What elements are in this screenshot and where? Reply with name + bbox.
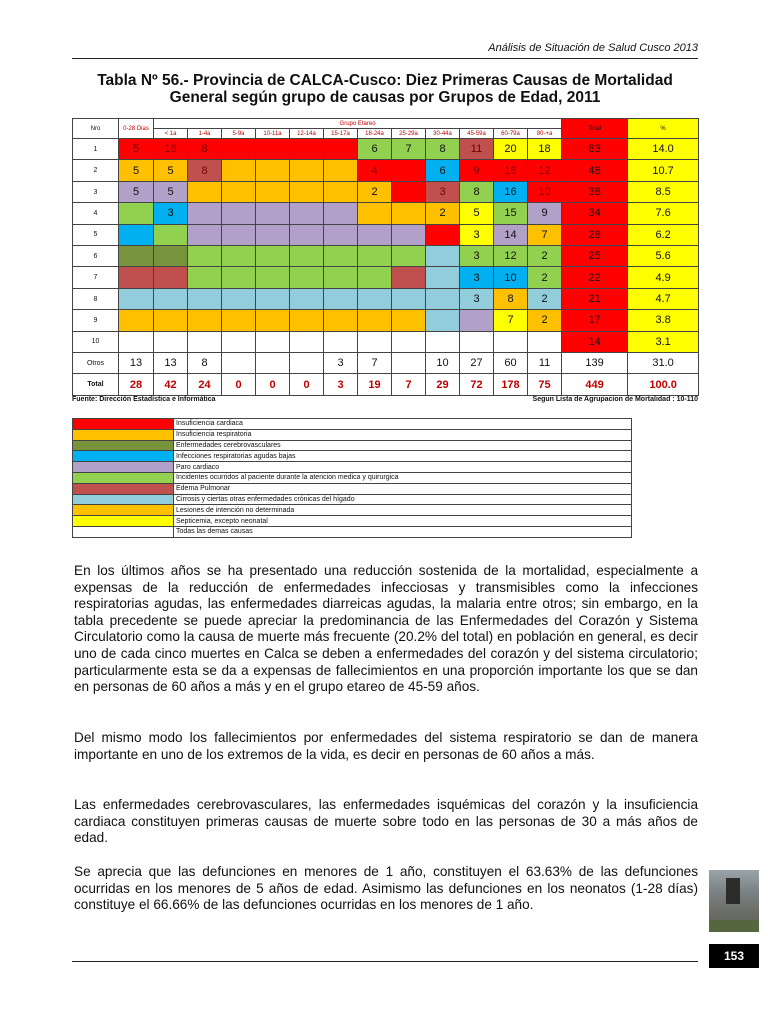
total-cell: 0 bbox=[222, 374, 256, 396]
rank-cell bbox=[290, 181, 324, 202]
rank-cell bbox=[222, 267, 256, 288]
row-total: 83 bbox=[562, 139, 628, 160]
rank-cell bbox=[256, 160, 290, 181]
row-number: 3 bbox=[73, 181, 119, 202]
table-row bbox=[73, 310, 699, 331]
otros-cell bbox=[222, 353, 256, 374]
legend-item bbox=[73, 472, 632, 483]
legend-swatch bbox=[73, 505, 174, 516]
legend-item bbox=[73, 429, 632, 440]
row-pct: 10.7 bbox=[628, 160, 699, 181]
row-number: 4 bbox=[73, 203, 119, 224]
total-cell: 75 bbox=[528, 374, 562, 396]
rank-cell: 2 bbox=[528, 310, 562, 331]
row-total: 14 bbox=[562, 331, 628, 352]
row-number: 1 bbox=[73, 139, 119, 160]
header-age-4: 12-14a bbox=[290, 129, 324, 139]
table-row-otros bbox=[73, 353, 699, 374]
rank-cell bbox=[154, 246, 188, 267]
grand-pct: 100.0 bbox=[628, 374, 699, 396]
rank-cell bbox=[426, 267, 460, 288]
legend-swatch bbox=[73, 516, 174, 527]
rank-cell bbox=[426, 331, 460, 352]
legend-label: Todas las demas causas bbox=[174, 526, 632, 537]
otros-cell bbox=[392, 353, 426, 374]
table-row-total bbox=[73, 374, 699, 396]
rank-cell: 14 bbox=[494, 224, 528, 245]
rank-cell bbox=[188, 181, 222, 202]
rank-cell bbox=[256, 310, 290, 331]
rank-cell bbox=[256, 181, 290, 202]
rank-cell bbox=[154, 267, 188, 288]
otros-cell: 13 bbox=[119, 353, 154, 374]
rank-cell bbox=[324, 331, 358, 352]
rank-cell: 2 bbox=[358, 181, 392, 202]
rank-cell bbox=[188, 288, 222, 309]
rank-cell bbox=[290, 288, 324, 309]
legend-label: Insuficiencia cardiaca bbox=[174, 419, 632, 430]
rank-cell bbox=[256, 139, 290, 160]
rank-cell bbox=[460, 310, 494, 331]
legend-swatch bbox=[73, 419, 174, 430]
rank-cell bbox=[528, 331, 562, 352]
row-total: 17 bbox=[562, 310, 628, 331]
rank-cell bbox=[188, 246, 222, 267]
rank-cell bbox=[188, 224, 222, 245]
rank-cell bbox=[392, 267, 426, 288]
legend-swatch bbox=[73, 494, 174, 505]
inca-stonework-image bbox=[709, 870, 759, 932]
table-row bbox=[73, 181, 699, 202]
rank-cell: 2 bbox=[528, 288, 562, 309]
rank-cell bbox=[256, 203, 290, 224]
paragraph-1: En los últimos años se ha presentado una reducción sostenida de la mortalidad, especialmente a expensas de la reducción de enfermedades infecciosas y transmisibles como la infecciones respiratorias agudas, las enfermedades diarreicas agudas, la malaria entre otros; sin embargo, en la tabla precedente se puede apreciar la predominancia de las Enfermedades del Corazón y Sistema Circulatorio como la causa de muerte más frecuente (20.2% del total) en población en general, es decir uno de cada cinco muertes en Calca se deben a enfermedades del corazón y del sistema circulatorio; particularmente esta se da a expensas de fallecimientos en una proporción importante los que se dan en personas de 60 años a más y en el grupo etareo de 45-59 años. bbox=[74, 563, 698, 695]
legend-item bbox=[73, 462, 632, 473]
otros-pct: 31.0 bbox=[628, 353, 699, 374]
rank-cell bbox=[358, 288, 392, 309]
table-title-line1: Tabla Nº 56.- Provincia de CALCA-Cusco: Diez Primeras Causas de Mortalidad bbox=[97, 72, 673, 89]
rank-cell: 5 bbox=[119, 181, 154, 202]
rank-cell: 4 bbox=[358, 160, 392, 181]
header-age-11: 80-+a bbox=[528, 129, 562, 139]
rank-cell bbox=[358, 267, 392, 288]
rank-cell bbox=[222, 181, 256, 202]
rank-cell: 3 bbox=[154, 203, 188, 224]
header-age-2: 5-9a bbox=[222, 129, 256, 139]
header-age-6: 18-24a bbox=[358, 129, 392, 139]
rank-cell bbox=[154, 224, 188, 245]
rank-cell bbox=[222, 246, 256, 267]
legend-item bbox=[73, 505, 632, 516]
header-age-10: 60-79a bbox=[494, 129, 528, 139]
row-pct: 7.6 bbox=[628, 203, 699, 224]
header-age-0: < 1a bbox=[154, 129, 188, 139]
rank-cell: 12 bbox=[528, 160, 562, 181]
rank-cell bbox=[392, 331, 426, 352]
rank-cell: 7 bbox=[392, 139, 426, 160]
rank-cell bbox=[188, 310, 222, 331]
grand-total: 449 bbox=[562, 374, 628, 396]
rank-cell bbox=[256, 331, 290, 352]
rank-cell bbox=[154, 288, 188, 309]
legend-label: Lesiones de intención no determinada bbox=[174, 505, 632, 516]
row-pct: 8.5 bbox=[628, 181, 699, 202]
row-number: 10 bbox=[73, 331, 119, 352]
rank-cell bbox=[256, 288, 290, 309]
otros-cell: 3 bbox=[324, 353, 358, 374]
rank-cell bbox=[426, 246, 460, 267]
rank-cell bbox=[119, 203, 154, 224]
rank-cell: 16 bbox=[494, 160, 528, 181]
header-age-3: 10-11a bbox=[256, 129, 290, 139]
rank-cell bbox=[154, 331, 188, 352]
rank-cell: 6 bbox=[426, 160, 460, 181]
cause-legend bbox=[72, 418, 632, 538]
total-cell: 42 bbox=[154, 374, 188, 396]
rank-cell: 16 bbox=[154, 139, 188, 160]
legend-item bbox=[73, 419, 632, 430]
legend-swatch bbox=[73, 451, 174, 462]
rank-cell: 3 bbox=[460, 267, 494, 288]
rank-cell bbox=[426, 310, 460, 331]
row-number: 7 bbox=[73, 267, 119, 288]
rank-cell bbox=[256, 267, 290, 288]
rank-cell: 8 bbox=[460, 181, 494, 202]
rank-cell bbox=[290, 246, 324, 267]
rank-cell bbox=[324, 160, 358, 181]
legend-swatch bbox=[73, 483, 174, 494]
legend-label: Incidentes ocurridos al paciente durante la atencion medica y quirurgica bbox=[174, 472, 632, 483]
rank-cell: 6 bbox=[358, 139, 392, 160]
table-row bbox=[73, 160, 699, 181]
rank-cell bbox=[392, 310, 426, 331]
grouping-note: Segun Lista de Agrupacion de Mortalidad : 10-110 bbox=[532, 396, 698, 403]
rank-cell: 3 bbox=[426, 181, 460, 202]
table-row bbox=[73, 224, 699, 245]
row-pct: 4.9 bbox=[628, 267, 699, 288]
rank-cell: 11 bbox=[460, 139, 494, 160]
rank-cell: 16 bbox=[494, 181, 528, 202]
legend-label: Enfermedades cerebrovasculares bbox=[174, 440, 632, 451]
rank-cell bbox=[119, 246, 154, 267]
rank-cell bbox=[222, 288, 256, 309]
rank-cell bbox=[222, 139, 256, 160]
rank-cell: 7 bbox=[494, 310, 528, 331]
legend-label: Paro cardiaco bbox=[174, 462, 632, 473]
header-age-5: 15-17a bbox=[324, 129, 358, 139]
legend-item bbox=[73, 494, 632, 505]
mortality-table bbox=[72, 118, 699, 396]
total-cell: 3 bbox=[324, 374, 358, 396]
row-total: 21 bbox=[562, 288, 628, 309]
row-total: 48 bbox=[562, 160, 628, 181]
otros-cell: 11 bbox=[528, 353, 562, 374]
table-row bbox=[73, 331, 699, 352]
rank-cell bbox=[222, 224, 256, 245]
row-number: 8 bbox=[73, 288, 119, 309]
rank-cell: 10 bbox=[494, 267, 528, 288]
total-cell: 24 bbox=[188, 374, 222, 396]
rank-cell bbox=[222, 203, 256, 224]
total-cell: 7 bbox=[392, 374, 426, 396]
rank-cell bbox=[290, 224, 324, 245]
total-cell: 28 bbox=[119, 374, 154, 396]
rank-cell: 2 bbox=[528, 267, 562, 288]
rank-cell bbox=[358, 203, 392, 224]
rank-cell bbox=[324, 203, 358, 224]
otros-cell: 27 bbox=[460, 353, 494, 374]
rank-cell bbox=[324, 246, 358, 267]
footer-rule bbox=[72, 961, 698, 962]
table-row bbox=[73, 288, 699, 309]
row-label: Otros bbox=[73, 353, 119, 374]
rank-cell: 3 bbox=[460, 288, 494, 309]
legend-item bbox=[73, 483, 632, 494]
rank-cell bbox=[290, 331, 324, 352]
row-pct: 3.1 bbox=[628, 331, 699, 352]
otros-cell: 13 bbox=[154, 353, 188, 374]
row-number: 2 bbox=[73, 160, 119, 181]
header-age-7: 25-29a bbox=[392, 129, 426, 139]
rank-cell bbox=[324, 288, 358, 309]
rank-cell bbox=[119, 331, 154, 352]
legend-swatch bbox=[73, 440, 174, 451]
table-row bbox=[73, 267, 699, 288]
paragraph-3: Las enfermedades cerebrovasculares, las enfermedades isquémicas del corazón y la insuficiencia cardiaca constituyen primeras causas de muerte sobre todo en las personas de 30 a más años de edad. bbox=[74, 797, 698, 846]
rank-cell bbox=[494, 331, 528, 352]
rank-cell bbox=[154, 310, 188, 331]
legend-swatch bbox=[73, 462, 174, 473]
rank-cell: 2 bbox=[528, 246, 562, 267]
rank-cell bbox=[460, 331, 494, 352]
table-row bbox=[73, 203, 699, 224]
total-cell: 72 bbox=[460, 374, 494, 396]
rank-cell bbox=[290, 160, 324, 181]
header-age-9: 45-59a bbox=[460, 129, 494, 139]
legend-swatch bbox=[73, 472, 174, 483]
total-cell: 0 bbox=[290, 374, 324, 396]
rank-cell bbox=[119, 310, 154, 331]
legend-item bbox=[73, 526, 632, 537]
page-number: 153 bbox=[709, 944, 759, 968]
rank-cell bbox=[392, 224, 426, 245]
legend-label: Infecciones respiratorias agudas bajas bbox=[174, 451, 632, 462]
otros-cell: 10 bbox=[426, 353, 460, 374]
table-header-row bbox=[73, 119, 699, 129]
rank-cell bbox=[358, 310, 392, 331]
rank-cell bbox=[392, 181, 426, 202]
rank-cell bbox=[256, 224, 290, 245]
row-number: 6 bbox=[73, 246, 119, 267]
header-neonatal: 0-28 Dias bbox=[119, 119, 154, 139]
rank-cell bbox=[392, 288, 426, 309]
rank-cell: 8 bbox=[494, 288, 528, 309]
rank-cell: 5 bbox=[119, 160, 154, 181]
legend-label: Insuficiencia respiratoria bbox=[174, 429, 632, 440]
rank-cell bbox=[358, 224, 392, 245]
rank-cell bbox=[324, 181, 358, 202]
rank-cell: 20 bbox=[494, 139, 528, 160]
legend-label: Cirrosis y ciertas otras enfermedades crónicas del hígado bbox=[174, 494, 632, 505]
rank-cell: 10 bbox=[528, 181, 562, 202]
source-note: Fuente: Dirección Estadística e Informática bbox=[72, 396, 216, 403]
rank-cell bbox=[358, 246, 392, 267]
total-cell: 178 bbox=[494, 374, 528, 396]
paragraph-2: Del mismo modo los fallecimientos por enfermedades del sistema respiratorio se dan de manera importante en uno de los extremos de la vida, es decir en personas de 60 años a más. bbox=[74, 730, 698, 762]
otros-cell bbox=[290, 353, 324, 374]
table-row bbox=[73, 246, 699, 267]
rank-cell bbox=[119, 224, 154, 245]
rank-cell bbox=[256, 246, 290, 267]
rank-cell bbox=[426, 224, 460, 245]
rank-cell: 9 bbox=[460, 160, 494, 181]
rank-cell: 18 bbox=[528, 139, 562, 160]
rank-cell bbox=[119, 267, 154, 288]
rank-cell bbox=[392, 160, 426, 181]
row-label: Total bbox=[73, 374, 119, 396]
legend-item bbox=[73, 451, 632, 462]
rank-cell bbox=[188, 267, 222, 288]
row-total: 34 bbox=[562, 203, 628, 224]
rank-cell: 2 bbox=[426, 203, 460, 224]
running-header: Análisis de Situación de Salud Cusco 2013 bbox=[488, 42, 698, 54]
paragraph-4: Se aprecia que las defunciones en menores de 1 año, constituyen el 63.63% de las defunciones ocurridas en los menores de 5 años de edad. Asimismo las defunciones en los neonatos (1-28 días) constituye el 66.66% de las defunciones ocurridas en los menores de 1 año. bbox=[74, 864, 698, 913]
rank-cell bbox=[392, 203, 426, 224]
row-pct: 4.7 bbox=[628, 288, 699, 309]
legend-swatch bbox=[73, 526, 174, 537]
rank-cell: 5 bbox=[154, 181, 188, 202]
rank-cell: 5 bbox=[119, 139, 154, 160]
row-total: 22 bbox=[562, 267, 628, 288]
otros-cell: 7 bbox=[358, 353, 392, 374]
rank-cell: 8 bbox=[188, 139, 222, 160]
row-pct: 14.0 bbox=[628, 139, 699, 160]
rank-cell bbox=[290, 203, 324, 224]
total-cell: 29 bbox=[426, 374, 460, 396]
header-nro: Nro bbox=[73, 119, 119, 139]
rank-cell bbox=[188, 203, 222, 224]
rank-cell bbox=[188, 331, 222, 352]
rank-cell: 3 bbox=[460, 246, 494, 267]
rank-cell bbox=[324, 310, 358, 331]
total-cell: 0 bbox=[256, 374, 290, 396]
row-total: 38 bbox=[562, 181, 628, 202]
header-age-8: 30-44a bbox=[426, 129, 460, 139]
rank-cell bbox=[222, 160, 256, 181]
rank-cell: 5 bbox=[460, 203, 494, 224]
rank-cell bbox=[119, 288, 154, 309]
legend-label: Septicemia, excepto neonatal bbox=[174, 516, 632, 527]
otros-cell bbox=[256, 353, 290, 374]
rank-cell bbox=[324, 139, 358, 160]
row-total: 25 bbox=[562, 246, 628, 267]
otros-total: 139 bbox=[562, 353, 628, 374]
legend-label: Edema Pulmonar bbox=[174, 483, 632, 494]
row-pct: 3.8 bbox=[628, 310, 699, 331]
rank-cell bbox=[290, 267, 324, 288]
rank-cell: 9 bbox=[528, 203, 562, 224]
row-pct: 5.6 bbox=[628, 246, 699, 267]
header-rule bbox=[72, 58, 698, 59]
rank-cell bbox=[290, 139, 324, 160]
legend-swatch bbox=[73, 429, 174, 440]
header-age-group: Grupo Etareo bbox=[154, 119, 562, 129]
row-number: 5 bbox=[73, 224, 119, 245]
total-cell: 19 bbox=[358, 374, 392, 396]
rank-cell bbox=[426, 288, 460, 309]
rank-cell bbox=[392, 246, 426, 267]
table-title-line2: General según grupo de causas por Grupos de Edad, 2011 bbox=[169, 89, 601, 106]
rank-cell bbox=[358, 331, 392, 352]
rank-cell: 8 bbox=[426, 139, 460, 160]
header-total: Total bbox=[562, 119, 628, 139]
rank-cell: 3 bbox=[460, 224, 494, 245]
row-pct: 6.2 bbox=[628, 224, 699, 245]
header-pct: % bbox=[628, 119, 699, 139]
row-number: 9 bbox=[73, 310, 119, 331]
table-row bbox=[73, 139, 699, 160]
otros-cell: 8 bbox=[188, 353, 222, 374]
rank-cell: 7 bbox=[528, 224, 562, 245]
header-age-1: 1-4a bbox=[188, 129, 222, 139]
rank-cell: 12 bbox=[494, 246, 528, 267]
legend-item bbox=[73, 440, 632, 451]
row-total: 28 bbox=[562, 224, 628, 245]
rank-cell bbox=[222, 331, 256, 352]
rank-cell: 8 bbox=[188, 160, 222, 181]
rank-cell bbox=[290, 310, 324, 331]
otros-cell: 60 bbox=[494, 353, 528, 374]
rank-cell: 5 bbox=[154, 160, 188, 181]
rank-cell bbox=[324, 224, 358, 245]
table-title bbox=[72, 72, 698, 106]
rank-cell bbox=[222, 310, 256, 331]
legend-item bbox=[73, 516, 632, 527]
rank-cell: 15 bbox=[494, 203, 528, 224]
rank-cell bbox=[324, 267, 358, 288]
